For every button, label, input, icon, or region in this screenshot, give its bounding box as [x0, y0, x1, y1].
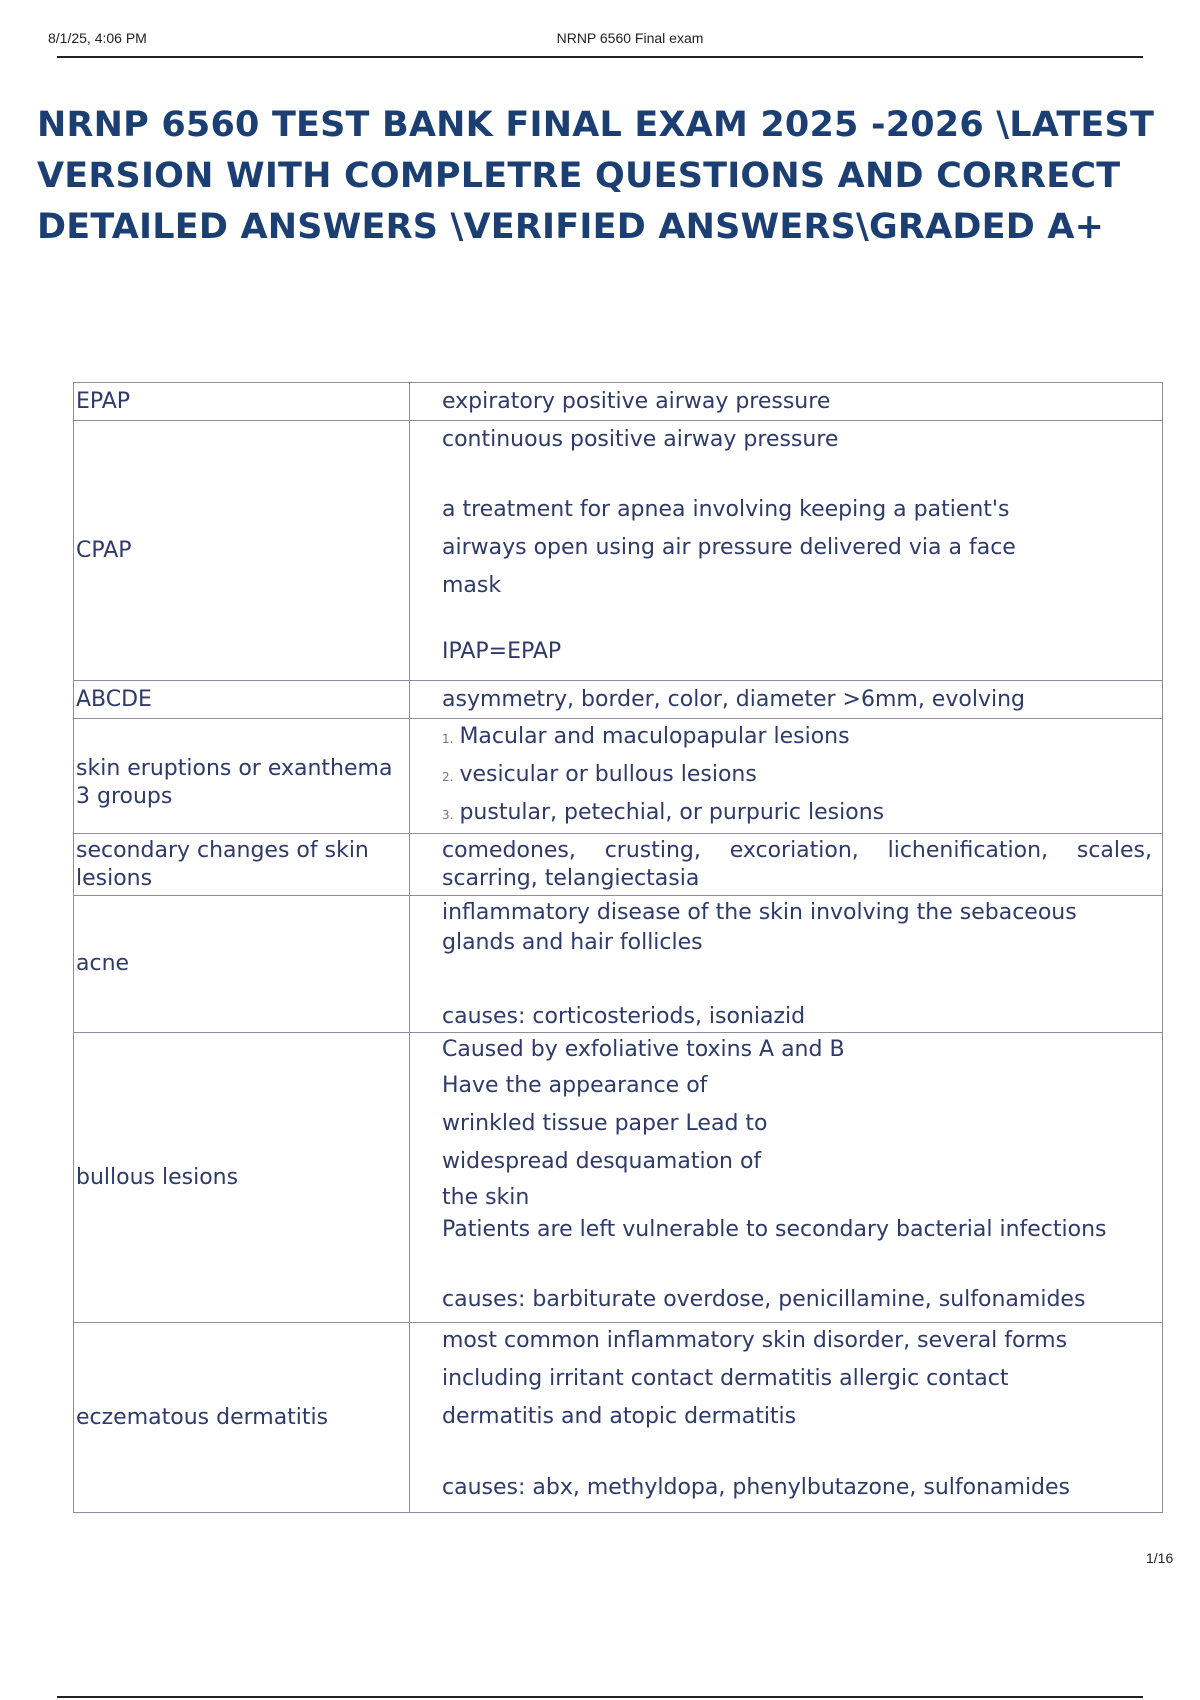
term-text: skin eruptions or exanthema 3 groups	[76, 756, 393, 809]
term-cell	[74, 421, 410, 681]
definition-cell	[410, 421, 1163, 681]
term-text: acne	[76, 951, 130, 976]
definition-spacer	[442, 1245, 1152, 1285]
term-cell	[74, 896, 410, 1033]
term-cell	[74, 834, 410, 896]
term-text: CPAP	[76, 537, 132, 563]
definition-line: most common inflammatory skin disorder, several forms	[442, 1328, 1068, 1353]
definition-line: mask	[442, 573, 502, 598]
term-text: eczematous dermatitis	[76, 1404, 329, 1430]
definition-line: widespread desquamation of	[442, 1149, 762, 1174]
table-row	[74, 896, 1163, 1033]
page-number: 1/16	[1146, 1550, 1174, 1566]
table-row	[74, 681, 1163, 719]
definition-cell	[410, 896, 1163, 1033]
definition-line: inflammatory disease of the skin involving the sebaceous glands and hair follicles	[442, 900, 1077, 955]
definition-line: Have the appearance of	[442, 1073, 708, 1098]
definition-cell	[410, 1323, 1163, 1513]
header-divider	[57, 56, 1143, 58]
definition-line: including irritant contact dermatitis allergic contact	[442, 1366, 1009, 1391]
term-cell	[74, 681, 410, 719]
definition-line: causes: abx, methyldopa, phenylbutazone, sulfonamides	[442, 1475, 1071, 1500]
definition-cell	[410, 1033, 1163, 1323]
term-cell	[74, 1323, 410, 1513]
table-row	[74, 421, 1163, 681]
definition-cell	[410, 681, 1163, 719]
definition-line: Caused by exfoliative toxins A and B	[442, 1037, 845, 1062]
footer-divider	[57, 1696, 1143, 1698]
definition-line: 3. pustular, petechial, or purpuric lesions	[442, 800, 885, 825]
table-row	[74, 1323, 1163, 1513]
definition-spacer	[442, 459, 1152, 491]
term-text: bullous lesions	[76, 1164, 239, 1190]
definition-line: airways open using air pressure delivered via a face	[442, 535, 1016, 560]
print-header	[0, 0, 1200, 60]
term-text: EPAP	[76, 388, 131, 414]
definition-line: IPAP=EPAP	[442, 639, 562, 664]
terms-table	[73, 382, 1163, 1513]
document-title-line: NRNP 6560 TEST BANK FINAL EXAM 2025 -2026 \LATEST	[37, 105, 1155, 145]
definition-spacer	[442, 958, 1152, 1002]
definition-line: a treatment for apnea involving keeping a patient's	[442, 497, 1010, 522]
definition-spacer	[442, 605, 1152, 637]
term-cell	[74, 1033, 410, 1323]
definition-line: 1. Macular and maculopapular lesions	[442, 724, 850, 749]
definition-line: 2. vesicular or bullous lesions	[442, 762, 757, 787]
definition-line: the skin	[442, 1185, 530, 1210]
definition-line: continuous positive airway pressure	[442, 427, 839, 452]
term-text: ABCDE	[76, 686, 152, 712]
table-row	[74, 834, 1163, 896]
definition-line: causes: corticosteriods, isoniazid	[442, 1004, 806, 1029]
table-row	[74, 1033, 1163, 1323]
table-row	[74, 719, 1163, 834]
definition-line: wrinkled tissue paper Lead to	[442, 1111, 768, 1136]
definition-line: causes: barbiturate overdose, penicillamine, sulfonamides	[442, 1287, 1086, 1312]
definition-cell	[410, 383, 1163, 421]
definition-spacer	[442, 1435, 1152, 1473]
definition-line: Patients are left vulnerable to secondary bacterial infections	[442, 1217, 1107, 1242]
definition-cell	[410, 834, 1163, 896]
document-title-line: DETAILED ANSWERS \VERIFIED ANSWERS\GRADED A+	[37, 207, 1105, 247]
definition-line: dermatitis and atopic dermatitis	[442, 1404, 797, 1429]
document-title	[37, 100, 1197, 253]
definition-line: asymmetry, border, color, diameter >6mm, evolving	[442, 686, 1025, 712]
list-number: 1.	[442, 732, 454, 746]
print-datetime: 8/1/25, 4:06 PM	[48, 30, 147, 46]
term-cell	[74, 719, 410, 834]
definition-line: expiratory positive airway pressure	[442, 388, 831, 414]
table-row	[74, 383, 1163, 421]
term-cell	[74, 383, 410, 421]
document-title-line: VERSION WITH COMPLETRE QUESTIONS AND CORRECT	[37, 156, 1121, 196]
list-number: 3.	[442, 808, 454, 822]
term-text: secondary changes of skin lesions	[76, 837, 369, 891]
print-page-title: NRNP 6560 Final exam	[556, 30, 704, 46]
definition-cell	[410, 719, 1163, 834]
list-number: 2.	[442, 770, 454, 784]
definition-line: comedones, crusting, excoriation, lichenification, scales, scarring, telangiectasia	[442, 837, 1152, 891]
